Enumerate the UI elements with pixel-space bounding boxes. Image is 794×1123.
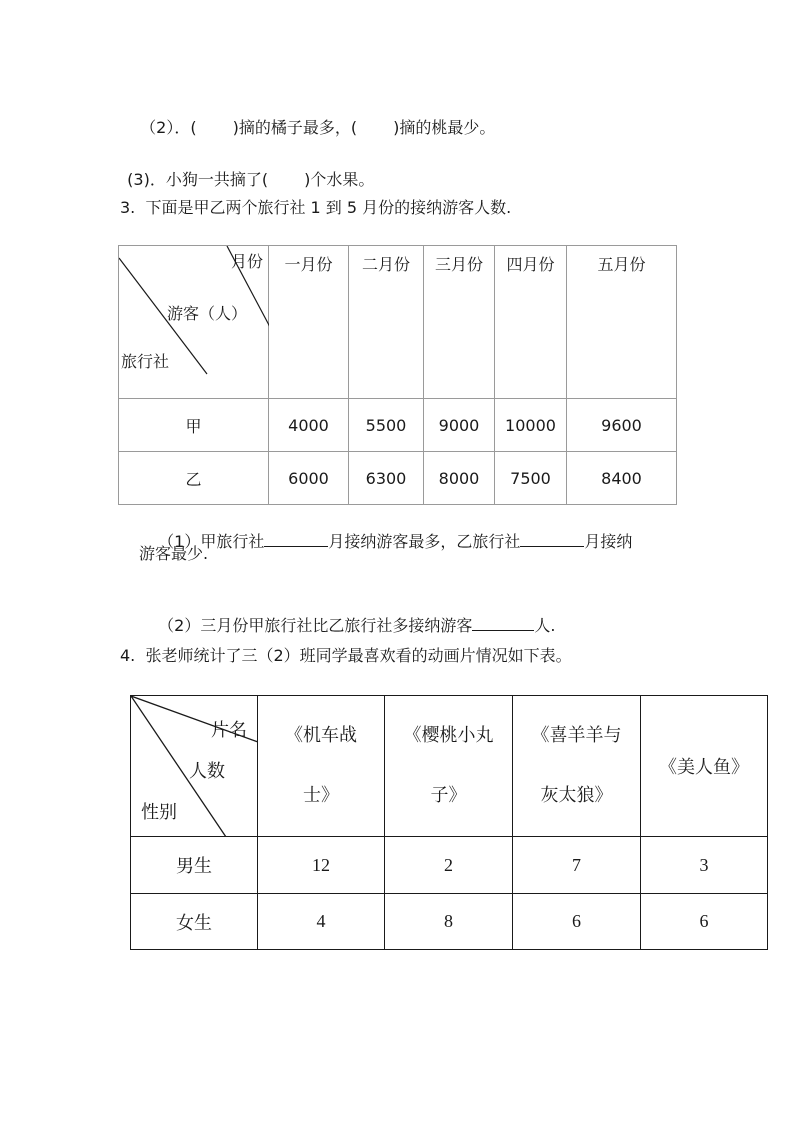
month-header: 四月份 — [495, 246, 567, 399]
table-row — [131, 837, 768, 894]
visitor-count: 5500 — [349, 399, 424, 452]
corner-header — [119, 246, 269, 399]
visitor-count: 10000 — [495, 399, 567, 452]
gender-label: 女生 — [131, 894, 258, 950]
film-header: 《樱桃小丸 子》 — [385, 696, 513, 837]
film-header-row — [131, 696, 768, 837]
month-header-row — [119, 246, 677, 399]
count-cell: 7 — [513, 837, 641, 894]
corner-visitor-label: 游客（人） — [167, 304, 248, 323]
travel-agency-table — [118, 245, 677, 505]
q3-sub1-line1: （1）甲旅行社 月接纳游客最多，乙旅行社 月接纳 — [158, 532, 633, 551]
q4-title: 4. 张老师统计了三（2）班同学最喜欢看的动画片情况如下表。 — [120, 646, 572, 665]
visitor-count: 8000 — [424, 452, 495, 505]
count-cell: 4 — [258, 894, 385, 950]
answer-blank[interactable] — [520, 530, 584, 547]
cartoon-preference-table — [130, 695, 768, 950]
q3-title: 3. 下面是甲乙两个旅行社 1 到 5 月份的接纳游客人数. — [120, 198, 512, 217]
count-cell: 3 — [641, 837, 768, 894]
month-header: 一月份 — [269, 246, 349, 399]
answer-blank[interactable] — [472, 614, 534, 631]
count-cell: 8 — [385, 894, 513, 950]
count-cell: 2 — [385, 837, 513, 894]
table-row — [131, 894, 768, 950]
q2-line-3: (3)．小狗一共摘了( )个水果。 — [127, 170, 375, 189]
visitor-count: 8400 — [567, 452, 677, 505]
count-cell: 6 — [641, 894, 768, 950]
corner-header — [131, 696, 258, 837]
q2-line-2: （2）．( )摘的橘子最多，( )摘的桃最少。 — [140, 118, 496, 137]
table-row — [119, 399, 677, 452]
month-header: 三月份 — [424, 246, 495, 399]
agency-name: 乙 — [119, 452, 269, 505]
visitor-count: 6300 — [349, 452, 424, 505]
corner-agency-label: 旅行社 — [121, 352, 170, 371]
visitor-count: 7500 — [495, 452, 567, 505]
answer-blank[interactable] — [264, 530, 328, 547]
corner-film-label: 片名 — [211, 720, 247, 741]
corner-month-label: 月份 — [231, 252, 264, 271]
count-cell: 12 — [258, 837, 385, 894]
month-header: 二月份 — [349, 246, 424, 399]
agency-name: 甲 — [119, 399, 269, 452]
film-header: 《机车战 士》 — [258, 696, 385, 837]
count-cell: 6 — [513, 894, 641, 950]
gender-label: 男生 — [131, 837, 258, 894]
corner-count-label: 人数 — [189, 761, 225, 782]
film-header: 《美人鱼》 — [641, 696, 768, 837]
corner-gender-label: 性别 — [141, 802, 177, 823]
q3-sub2: （2）三月份甲旅行社比乙旅行社多接纳游客 人. — [158, 616, 556, 635]
table-row — [119, 452, 677, 505]
visitor-count: 4000 — [269, 399, 349, 452]
visitor-count: 6000 — [269, 452, 349, 505]
visitor-count: 9000 — [424, 399, 495, 452]
q3-sub1-line2: 游客最少. — [139, 544, 209, 563]
film-header: 《喜羊羊与 灰太狼》 — [513, 696, 641, 837]
visitor-count: 9600 — [567, 399, 677, 452]
month-header: 五月份 — [567, 246, 677, 399]
